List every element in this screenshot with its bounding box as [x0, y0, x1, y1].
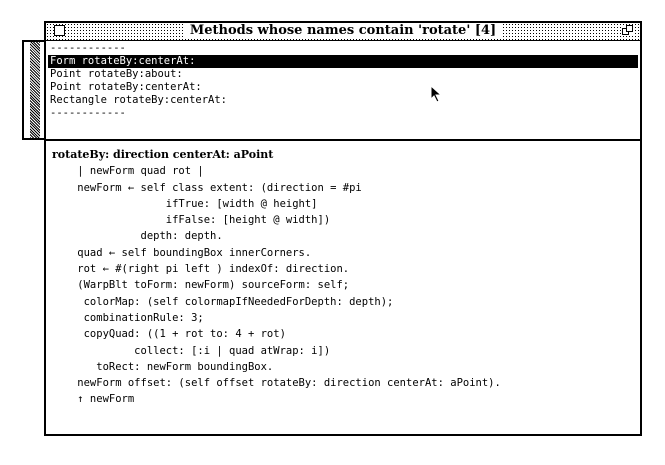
mouse-pointer-icon [430, 85, 444, 103]
code-line: rot ← #(right pi left ) indexOf: direction. [52, 263, 350, 276]
window-title: Methods whose names contain 'rotate' [4] [184, 23, 502, 39]
code-line: colorMap: (self colormapIfNeededForDepth: depth); [52, 295, 394, 308]
method-list-pane[interactable] [46, 41, 640, 141]
code-line: ifFalse: [height @ width]) [52, 214, 331, 227]
code-line: ifTrue: [width @ height] [52, 197, 318, 210]
list-item[interactable]: Rectangle rotateBy:centerAt: [50, 94, 228, 106]
code-line: depth: depth. [52, 230, 223, 243]
code-line: collect: [:i | quad atWrap: i]) [52, 344, 331, 357]
list-item-selected[interactable]: Form rotateBy:centerAt: [48, 55, 638, 68]
method-list [48, 42, 638, 120]
list-item[interactable]: Point rotateBy:centerAt: [50, 81, 202, 93]
code-line: ↑ newForm [52, 393, 135, 406]
code-pane[interactable] [52, 147, 636, 430]
code-line: | newForm quad rot | [52, 165, 204, 178]
close-box-icon[interactable] [54, 25, 65, 36]
list-scrollbar-thumb[interactable] [30, 42, 40, 138]
list-scrollbar[interactable] [22, 40, 46, 140]
method-browser-window [44, 21, 642, 436]
collapse-box-icon[interactable] [622, 25, 634, 36]
code-line: newForm offset: (self offset rotateBy: direction centerAt: aPoint). [52, 377, 501, 390]
list-item[interactable]: Point rotateBy:about: [50, 68, 183, 80]
code-line: toRect: newForm boundingBox. [52, 360, 274, 373]
method-signature: rotateBy: direction centerAt: aPoint [52, 148, 274, 161]
list-item[interactable]: ------------ [50, 107, 126, 119]
code-line: copyQuad: ((1 + rot to: 4 + rot) [52, 328, 286, 341]
code-line: combinationRule: 3; [52, 311, 204, 324]
code-line: newForm ← self class extent: (direction = #pi [52, 181, 362, 194]
title-bar[interactable] [46, 23, 640, 41]
code-line: (WarpBlt toForm: newForm) sourceForm: self; [52, 279, 350, 292]
code-line: quad ← self boundingBox innerCorners. [52, 246, 312, 259]
list-item[interactable]: ------------ [50, 42, 126, 54]
